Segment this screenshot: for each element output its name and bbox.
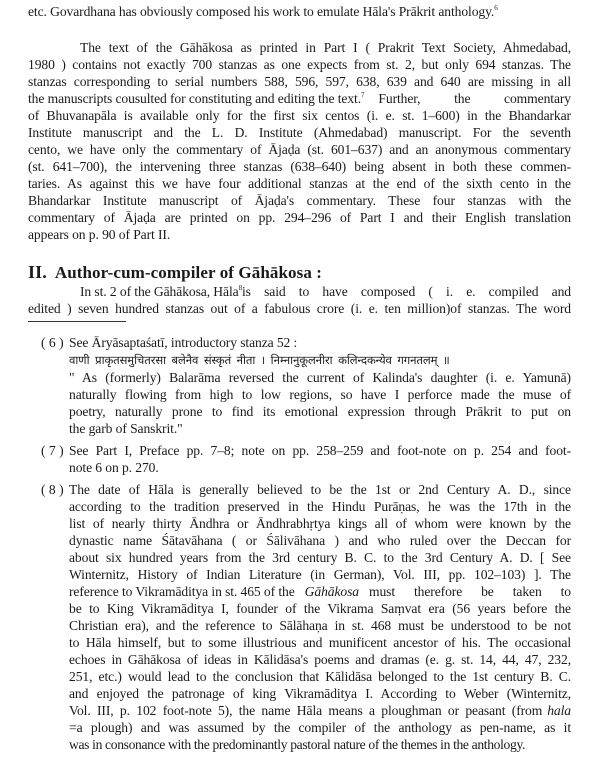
footnote-ref-7[interactable]: 7 — [361, 91, 365, 99]
para2-line-1 — [80, 283, 571, 300]
footnote-8-line-5: about six hundred years from the 3rd century B. C. to the 3rd Century A. D. [ See — [69, 550, 571, 565]
footnote-8-line-7-a: reference to Vikramāditya in st. 465 of the — [69, 584, 295, 599]
footnote-8-line-3: list of nearly thirty Āndhra or Āndhrabhṛtya kings all of whom were known by the — [69, 516, 571, 531]
para1-line-5: of Bhuvanapāla is available only for the first six centos (i. e. st. 1–600) in the Bhandarkar — [28, 108, 571, 123]
footnote-8-line-9: Christian era), and the reference to Sālāhaṇa in st. 468 must be understood to be not — [69, 618, 571, 633]
para2-line-1-a: In st. 2 of the Gāhākosa, Hāla$^8$ — [80, 284, 242, 299]
footnote-ref-8[interactable]: 8 — [238, 284, 242, 292]
para1-line-8: (st. 641–700), the intervening three stanzas (638–640) being absent in both these commen- — [28, 159, 571, 174]
para1-line-1: The text of the Gāhākosa as printed in Part I ( Prakrit Text Society, Ahmedabad, — [80, 40, 571, 55]
footnote-8-line-13: and enjoyed the patronage of king Vikramāditya I. According to Weber (Winternitz, — [69, 686, 571, 701]
footnote-8-line-2: according to the tradition preserved in the Hindu Purāṇas, he was the 17th in the — [69, 499, 571, 514]
footnote-8-line-10: to Hāla himself, but to some illustrious and munificent ancestor of his. The occasional — [69, 635, 571, 650]
footnote-8-line-7 — [69, 583, 571, 600]
opening-line — [28, 3, 498, 20]
para1-line-4-tail: Further, the commentary — [378, 91, 571, 106]
footnote-8-line-15: =a plough) and was assumed by the compiler of the anthology as pen-name, as it — [69, 720, 571, 735]
footnote-6-line-4: naturally flowing from high to low regions, so have I perforce made the muse of — [69, 387, 571, 402]
footnote-8-italic-gahakosa: Gāhākosa — [304, 584, 359, 599]
para1-line-4-text: the manuscripts cousulted for constituting and editing the text.$^7$ — [28, 91, 365, 106]
footnote-8-line-4: dynastic name Śātavāhana ( or Śālivāhana ) and who ruled over the Deccan for — [69, 533, 571, 548]
footnote-7-line-1: See Part I, Preface pp. 7–8; note on pp. 258–259 and foot-note on p. 254 and foot- — [69, 443, 571, 458]
para1-line-7: cento, we have only the commentary of Ājaḍa (st. 601–637) and an anonymous commentary — [28, 142, 571, 157]
footnote-8-number: ( 8 ) — [41, 482, 64, 497]
para2-line-1-b: is said to have composed ( i. e. compiled and — [241, 284, 571, 299]
footnote-6-line-3: " As (formerly) Balarāma reversed the current of Kalinda's daughter (i. e. Yamunā) — [69, 370, 571, 385]
para1-line-11: commentary of Ājaḍa are printed on pp. 294–296 of Part I and their English translation — [28, 210, 571, 225]
footnote-ref-6[interactable]: 6 — [494, 4, 498, 12]
footnote-7-line-2: note 6 on p. 270. — [69, 460, 159, 475]
para1-line-2: 1980 ) contains not exactly 700 stanzas as one expects from st. 2, but only 694 stanzas. The — [28, 57, 571, 72]
footnote-6-devanagari-verse: वाणी प्राकृतसमुचितरसा बलेनैव संस्कृतं नीता । निम्नानुकूलनीरा कलिन्दकन्येव गगनतलम् ॥ — [69, 353, 450, 367]
opening-line-text: etc. Govardhana has obviously composed his work to emulate Hāla's Prākrit anthology. — [28, 4, 495, 19]
para1-line-3: stanzas corresponding to serial numbers 588, 596, 597, 638, 639 and 640 are missing in all — [28, 74, 571, 89]
para1-line-6: Institute manuscript and the L. D. Institute (Ahmedabad) manuscript. For the seventh — [28, 125, 571, 140]
footnote-separator — [28, 321, 126, 322]
para1-line-10: Bhandarkar Institute manuscript of Ājaḍa's commentary. These four stanzas with the — [28, 193, 571, 208]
footnote-6-number: ( 6 ) — [41, 335, 64, 350]
para1-line-12: appears on p. 90 of Part II. — [28, 227, 171, 242]
footnote-6-line-1: See Āryāsaptaśatī, introductory stanza 52 : — [69, 335, 298, 350]
para1-line-9: taries. As against this we have four additional stanzas at the end of the sixth cento in the — [28, 176, 571, 191]
footnote-8-line-7-tail: must therefore be taken to — [368, 584, 571, 599]
footnote-8-line-12: 251, etc.) would lead to the conclusion that Kālidāsa belonged to the 1st century B. C. — [69, 669, 571, 684]
footnote-8-line-16: was in consonance with the predominantly pastoral nature of the themes in the anthology. — [69, 737, 526, 752]
footnote-8-line-11: echoes in Gāhākosa of ideas in Kālidāsa's poems and dramas (e. g. st. 14, 44, 47, 232, — [69, 652, 571, 667]
footnote-8-line-6: Winternitz, History of Indian Literature (in German), Vol. III, pp. 102–103) ]. The — [69, 567, 571, 582]
footnote-8-italic-hala: hala — [547, 703, 571, 718]
footnote-8-line-8: be to King Vikramāditya I, founder of the Vikrama Saṃvat era (56 years before the — [69, 601, 571, 616]
section-heading — [28, 262, 322, 283]
footnote-8-line-14 — [69, 702, 571, 719]
footnote-7-number: ( 7 ) — [41, 443, 64, 458]
para2-line-2: edited ) seven hundred stanzas out of a fabulous crore (i. e. ten million)of stanzas. The word — [28, 301, 571, 316]
section-number: II. — [28, 262, 47, 282]
section-title: Author-cum-compiler of Gāhākosa : — [54, 263, 323, 282]
footnote-8-line-14-text: Vol. III, p. 102 foot-note 5), the name Hāla means a ploughman or peasant (from — [69, 703, 543, 718]
footnote-6-line-5: poetry, naturally prone to find its emotional expression through Prākrit to put on — [69, 404, 571, 419]
footnote-6-line-6: the garb of Sanskrit." — [69, 421, 183, 436]
footnote-8-line-1: The date of Hāla is generally believed to be the 1st or 2nd Century A. D., since — [69, 482, 571, 497]
para1-line-4 — [28, 90, 571, 107]
